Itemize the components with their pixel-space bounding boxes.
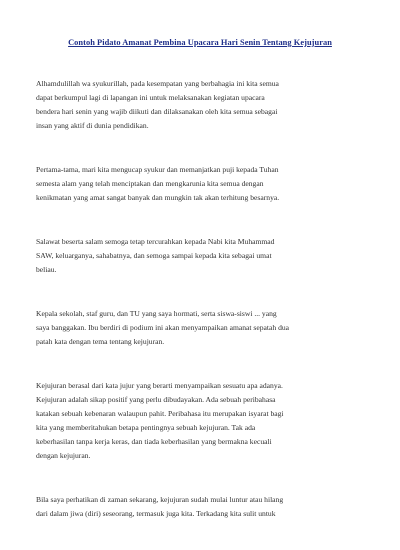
paragraph-opening bbox=[36, 77, 364, 133]
text-line: Salawat beserta salam semoga tetap tercurahkan kepada Nabi kita Muhammad bbox=[36, 237, 275, 246]
text-line: patah kata dengan tema tentang kejujuran. bbox=[36, 337, 165, 346]
text-line: dari dalam jiwa (diri) seseorang, termasuk juga kita. Terkadang kita sulit untuk bbox=[36, 509, 276, 518]
text-line: bendera hari senin yang wajib diikuti dan dilaksanakan oleh kita semua sebagai bbox=[36, 107, 278, 116]
text-line: Bila saya perhatikan di zaman sekarang, kejujuran sudah mulai luntur atau hilang bbox=[36, 495, 284, 504]
text-line: dengan kejujuran. bbox=[36, 451, 91, 460]
text-line: keberhasilan tanpa kerja keras, dan tiada keberhasilan yang bermakna kecuali bbox=[36, 437, 272, 446]
text-line: SAW, keluarganya, sahabatnya, dan semoga sampai kepada kita sebagai umat bbox=[36, 251, 272, 260]
text-line: insan yang aktif di dunia pendidikan. bbox=[36, 121, 149, 130]
text-line: Alhamdulillah wa syukurillah, pada kesempatan yang berbahagia ini kita semua bbox=[36, 79, 279, 88]
text-line: Kejujuran adalah sikap positif yang perlu dibudayakan. Ada sebuah peribahasa bbox=[36, 395, 276, 404]
text-line: beliau. bbox=[36, 265, 57, 274]
paragraph-honesty-definition bbox=[36, 379, 364, 463]
paragraph-greeting bbox=[36, 307, 364, 349]
text-line: Kepala sekolah, staf guru, dan TU yang saya hormati, serta siswa-siswi ... yang bbox=[36, 309, 277, 318]
text-line: Kejujuran berasal dari kata jujur yang berarti menyampaikan sesuatu apa adanya. bbox=[36, 381, 283, 390]
document-title: Contoh Pidato Amanat Pembina Upacara Hari Senin Tentang Kejujuran bbox=[68, 38, 332, 47]
paragraph-current-times bbox=[36, 493, 364, 521]
text-line: kita yang memberitahukan betapa pentingnya sebuah kejujuran. Tak ada bbox=[36, 423, 256, 432]
text-line: katakan sebuah kebenaran walaupun pahit. Peribahasa itu merupakan isyarat bagi bbox=[36, 409, 284, 418]
text-line: dapat berkumpul lagi di lapangan ini untuk melaksanakan kegiatan upacara bbox=[36, 93, 265, 102]
paragraph-salawat bbox=[36, 235, 364, 277]
text-line: saya banggakan. Ibu berdiri di podium ini akan menyampaikan amanat sepatah dua bbox=[36, 323, 290, 332]
text-line: semesta alam yang telah menciptakan dan mengkaruniа kita semua dengan bbox=[36, 179, 264, 188]
text-line: kenikmatan yang amat sangat banyak dan mungkin tak akan terhitung besarnya. bbox=[36, 193, 280, 202]
paragraph-gratitude bbox=[36, 163, 364, 205]
text-line: Pertama-tama, mari kita mengucap syukur dan memanjatkan puji kepada Tuhan bbox=[36, 165, 279, 174]
